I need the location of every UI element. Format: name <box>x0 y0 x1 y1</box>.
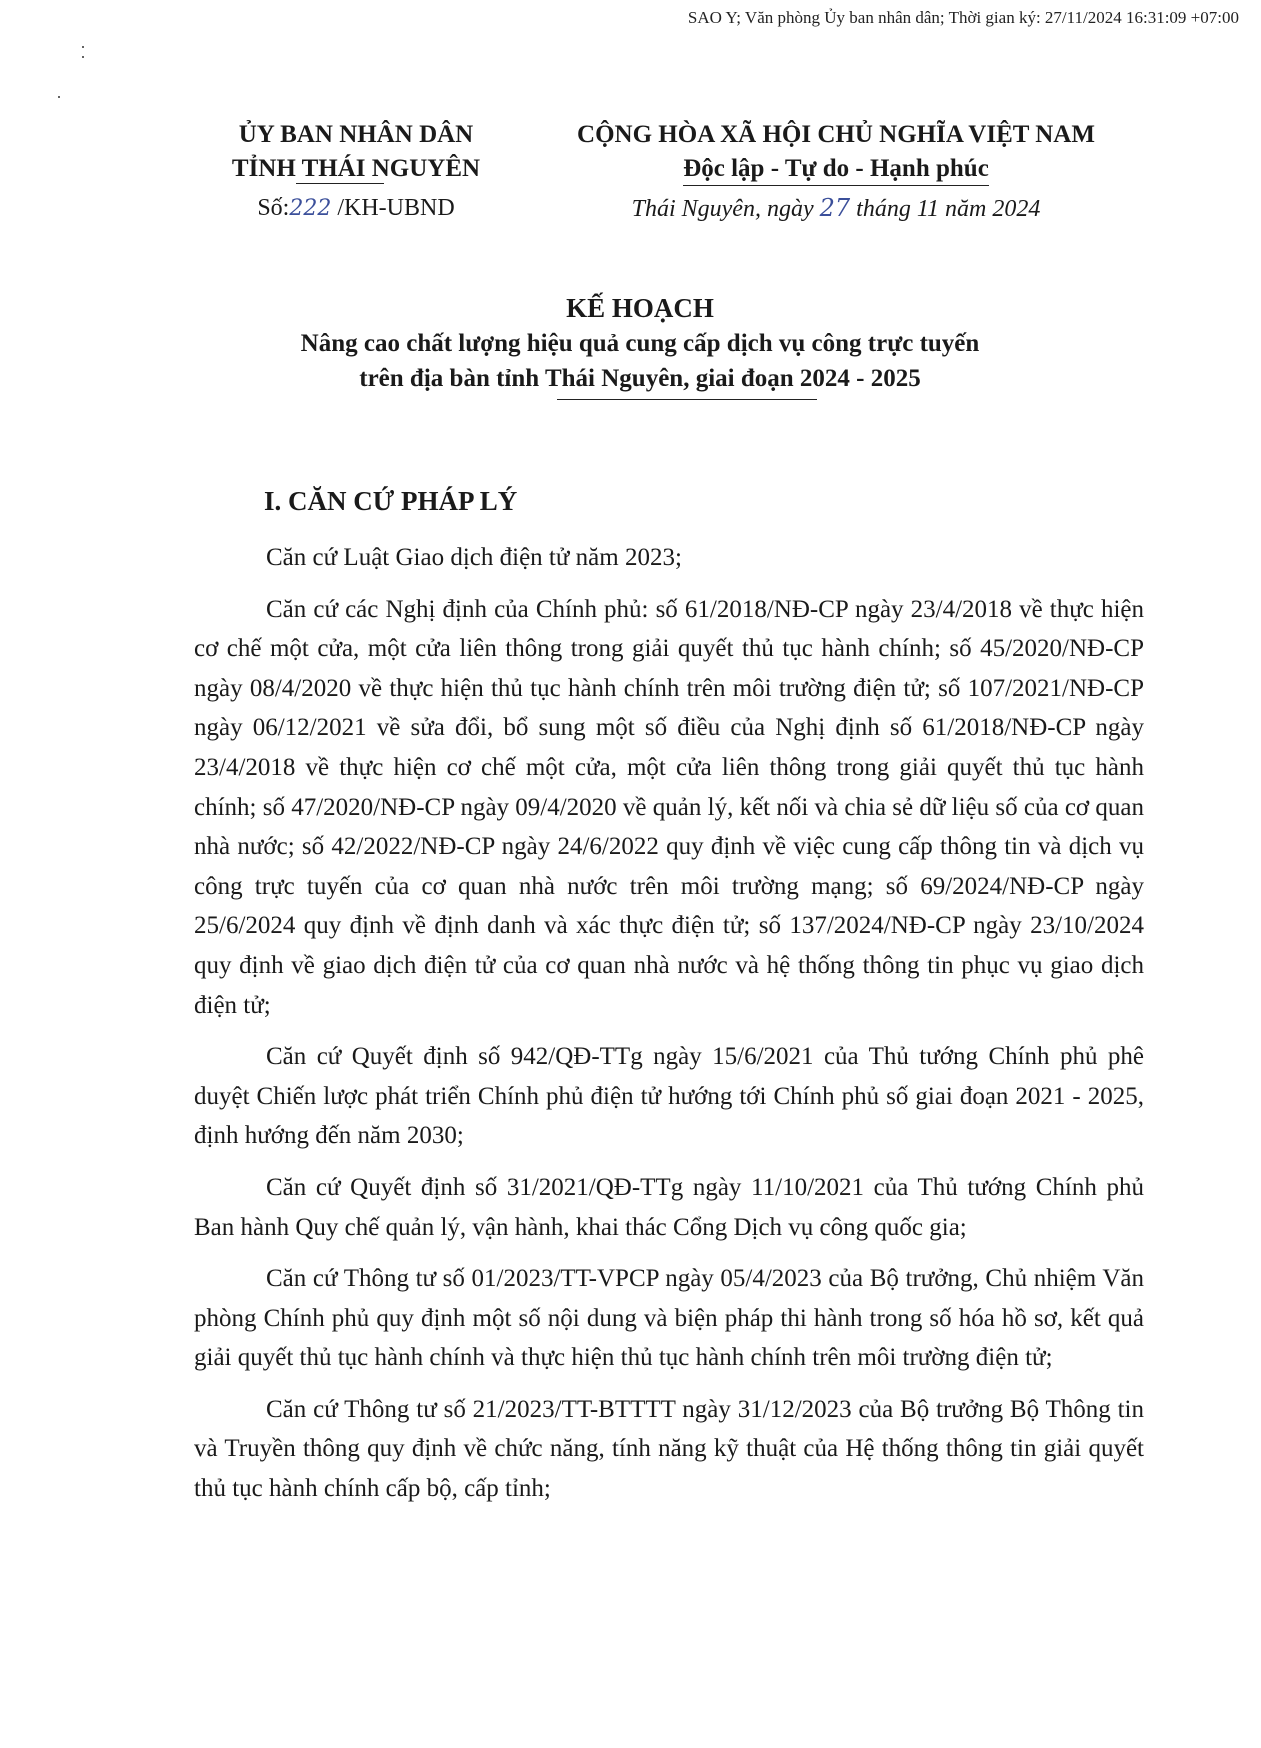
scan-speck <box>58 96 60 98</box>
scan-speck <box>82 56 84 58</box>
document-subject-line1: Nâng cao chất lượng hiệu quả cung cấp dịch vụ công trực tuyến <box>300 330 980 357</box>
doc-number-suffix: /KH-UBND <box>337 195 455 221</box>
doc-number-prefix: Số: <box>257 195 290 221</box>
paragraph: Căn cứ Thông tư số 01/2023/TT-VPCP ngày 05/4/2023 của Bộ trưởng, Chủ nhiệm Văn phòng Chính phủ quy định một số nội dung và biện pháp thi hành trong số hóa hồ sơ, kết quả giải quyết thủ tục hành chính và thực hiện thủ tục hành chính trên môi trường điện tử; <box>194 1265 1144 1372</box>
date-prefix: Thái Nguyên, ngày <box>631 196 814 222</box>
digital-signature-stamp: SAO Y; Văn phòng Ủy ban nhân dân; Thời gian ký: 27/11/2024 16:31:09 +07:00 <box>687 8 1239 27</box>
section-heading: I. CĂN CỨ PHÁP LÝ <box>264 486 518 516</box>
paragraph: Căn cứ các Nghị định của Chính phủ: số 61/2018/NĐ-CP ngày 23/4/2018 về thực hiện cơ chế một cửa, một cửa liên thông trong giải quyết thủ tục hành chính; số 45/2020/NĐ-CP ngày 08/4/2020 về thực hiện thủ tục hành chính trên môi trường điện tử; số 107/2021/NĐ-CP ngày 06/12/2021 về sửa đổi, bổ sung một số điều của Nghị định số 61/2018/NĐ-CP ngày 23/4/2018 về thực hiện cơ chế một cửa, một cửa liên thông trong giải quyết thủ tục hành chính; số 47/2020/NĐ-CP ngày 09/4/2020 về quản lý, kết nối và chia sẻ dữ liệu số của cơ quan nhà nước; số 42/2022/NĐ-CP ngày 24/6/2022 quy định về việc cung cấp thông tin và dịch vụ công trực tuyến của cơ quan nhà nước trên môi trường mạng; số 69/2024/NĐ-CP ngày 25/6/2024 quy định về định danh và xác thực điện tử; số 137/2024/NĐ-CP ngày 23/10/2024 quy định về giao dịch điện tử của cơ quan nhà nước và hệ thống thông tin phục vụ giao dịch điện tử; <box>194 595 1144 1019</box>
paragraph: Căn cứ Quyết định số 31/2021/QĐ-TTg ngày 11/10/2021 của Thủ tướng Chính phủ Ban hành Quy chế quản lý, vận hành, khai thác Cổng Dịch vụ công quốc gia; <box>194 1173 1144 1241</box>
document-type: KẾ HOẠCH <box>566 293 714 323</box>
document-title-block <box>160 290 1120 396</box>
doc-number-handwritten: 222 <box>289 196 332 221</box>
date-day-handwritten: 27 <box>819 194 851 222</box>
issuing-agency-block <box>196 118 516 229</box>
subject-line2-text: trên địa bàn tỉnh Thái Nguyên, giai đoạn 2024 - 2025 <box>359 365 921 392</box>
place-and-date <box>536 188 1136 229</box>
document-body <box>194 538 1144 1521</box>
agency-name-line2 <box>232 152 480 186</box>
national-heading-block <box>536 118 1136 229</box>
paragraph: Căn cứ Quyết định số 942/QĐ-TTg ngày 15/6/2021 của Thủ tướng Chính phủ phê duyệt Chiến lược phát triển Chính phủ điện tử hướng tới Chính phủ số giai đoạn 2021 - 2025, định hướng đến năm 2030; <box>194 1043 1144 1150</box>
title-underline <box>557 399 817 400</box>
national-motto: Độc lập - Tự do - Hạnh phúc <box>683 152 989 186</box>
agency-underline <box>296 183 384 184</box>
paragraph: Căn cứ Thông tư số 21/2023/TT-BTTTT ngày 31/12/2023 của Bộ trưởng Bộ Thông tin và Truyền thông quy định về chức năng, tính năng kỹ thuật của Hệ thống thông tin giải quyết thủ tục hành chính cấp bộ, cấp tỉnh; <box>194 1395 1144 1503</box>
document-number <box>196 188 516 229</box>
agency-province: TỈNH THÁI NGUYÊN <box>231 155 481 182</box>
agency-name-line1: ỦY BAN NHÂN DÂN <box>238 121 474 148</box>
paragraph: Căn cứ Luật Giao dịch điện tử năm 2023; <box>266 544 682 571</box>
document-subject-line2 <box>359 361 920 396</box>
date-suffix: tháng 11 năm 2024 <box>856 196 1041 222</box>
scan-speck <box>82 46 84 48</box>
country-name: CỘNG HÒA XÃ HỘI CHỦ NGHĨA VIỆT NAM <box>577 121 1095 148</box>
